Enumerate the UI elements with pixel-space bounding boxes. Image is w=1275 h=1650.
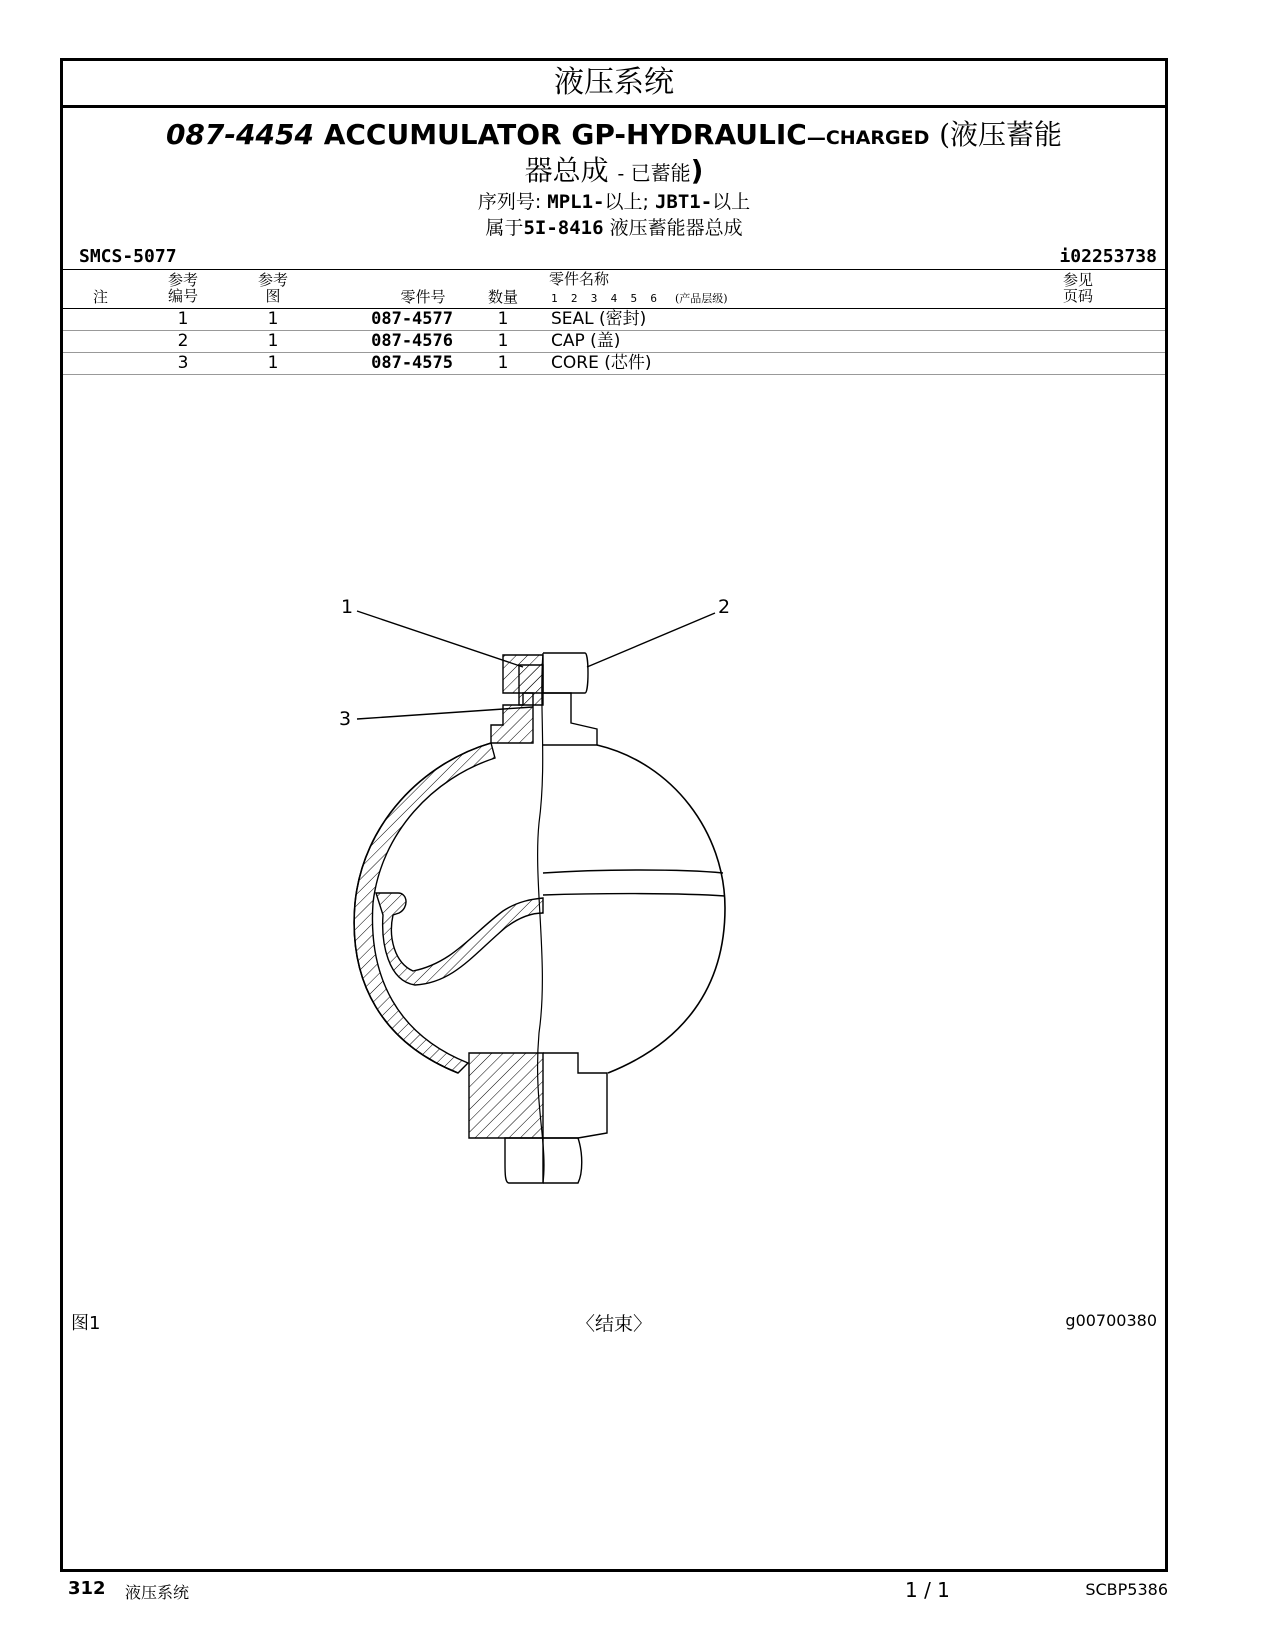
col-see-page-2: 页码	[1062, 287, 1093, 305]
graphic-id: g00700380	[1065, 1311, 1157, 1330]
parent-prefix: 属于	[485, 217, 524, 239]
serial-prefix-2-suffix: 以上	[712, 191, 751, 213]
serial-prefix-1-suffix: 以上;	[604, 191, 649, 213]
assembly-name: ACCUMULATOR GP-HYDRAULIC	[323, 118, 807, 151]
row-qty: 1	[497, 309, 509, 329]
col-ref-fig-1: 参考	[257, 271, 288, 289]
row-part-name: CORE (芯件)	[551, 353, 652, 373]
col-part-name: 零件名称	[549, 270, 610, 288]
col-note: 注	[92, 288, 108, 306]
row-part-number[interactable]: 087-4575	[371, 353, 453, 373]
parent-part-number[interactable]: 5I-8416	[523, 217, 604, 239]
callout-1: 1	[341, 596, 354, 618]
assembly-part-number[interactable]: 087-4454	[165, 118, 314, 151]
col-ref-no-2: 编号	[167, 287, 198, 305]
col-ref-no-1: 参考	[167, 271, 198, 289]
row-ref: 1	[177, 309, 189, 329]
serial-prefix-2: JBT1-	[654, 191, 713, 213]
assembly-name-cn: (液压蓄能	[939, 118, 1063, 151]
assembly-name-suffix: —CHARGED	[806, 127, 930, 149]
page-of: 1 / 1	[905, 1578, 950, 1602]
col-qty: 数量	[487, 288, 518, 306]
figure-label: 图1	[71, 1313, 101, 1334]
col-part-no: 零件号	[400, 288, 446, 306]
row-part-number[interactable]: 087-4577	[371, 309, 453, 329]
page-footer	[0, 1578, 1275, 1608]
assembly-name-cn-close: )	[690, 154, 704, 187]
assembly-name-cn-2: 器总成	[524, 154, 609, 187]
col-ref-fig-2: 图	[265, 287, 281, 305]
callout-2: 2	[718, 596, 731, 618]
serial-prefix-1: MPL1-	[547, 191, 605, 213]
illustration-id: i02253738	[1059, 246, 1157, 267]
page-frame	[60, 58, 1168, 1572]
row-ref: 2	[177, 331, 189, 351]
row-fig: 1	[267, 309, 279, 329]
row-qty: 1	[497, 331, 509, 351]
col-see-page-1: 参见	[1062, 271, 1093, 289]
col-levels: 1 2 3 4 5 6	[551, 292, 657, 305]
smcs-code: SMCS-5077	[79, 246, 177, 267]
row-fig: 1	[267, 353, 279, 373]
row-qty: 1	[497, 353, 509, 373]
row-part-number[interactable]: 087-4576	[371, 331, 453, 351]
parent-name: 液压蓄能器总成	[609, 217, 743, 239]
row-part-name: SEAL (密封)	[551, 309, 647, 329]
row-part-name: CAP (盖)	[551, 331, 621, 351]
callout-3: 3	[339, 708, 352, 730]
row-ref: 3	[177, 353, 189, 373]
serial-label: 序列号:	[477, 191, 542, 213]
accumulator-drawing	[63, 61, 1165, 1569]
page-number: 312	[68, 1578, 106, 1599]
document-id: SCBP5386	[1085, 1580, 1168, 1599]
footer-section: 液压系统	[125, 1583, 190, 1602]
row-fig: 1	[267, 331, 279, 351]
section-title: 液压系统	[63, 61, 1165, 108]
col-levels-note: (产品层级)	[675, 292, 728, 305]
end-mark: 〈结束〉	[575, 1313, 652, 1335]
assembly-name-cn-suffix: - 已蓄能	[617, 161, 691, 185]
